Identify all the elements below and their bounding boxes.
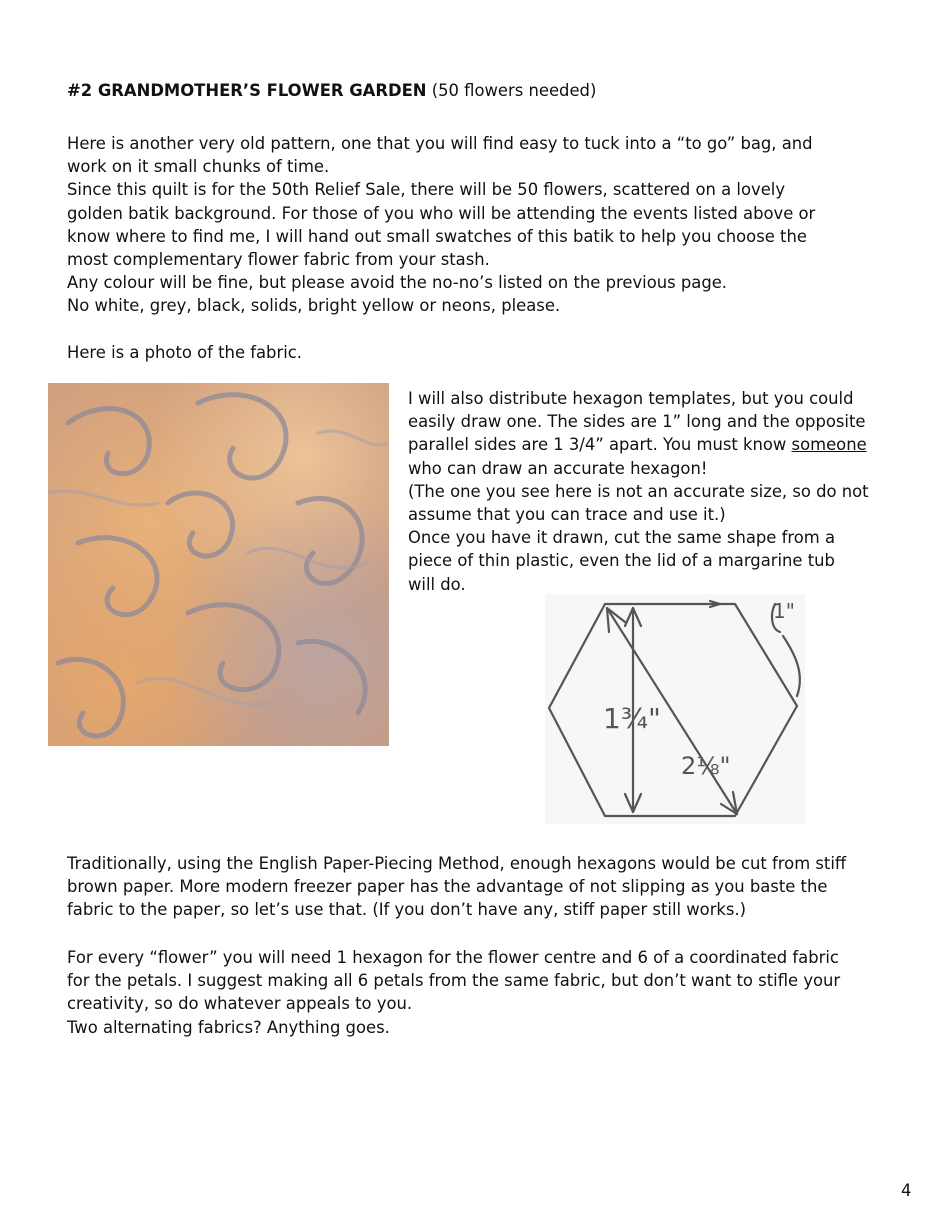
intro-paragraph (67, 132, 867, 318)
template-line: who can draw an accurate hexagon! (408, 458, 708, 478)
intro-line: golden batik background. For those of you who will be attending the events listed above or (67, 203, 816, 223)
template-line: will do. (408, 574, 466, 594)
flower-line: creativity, so do whatever appeals to you. (67, 994, 413, 1014)
flower-line: For every “flower” you will need 1 hexagon for the flower centre and 6 of a coordinated fabric (67, 948, 839, 967)
flower-line: for the petals. I suggest making all 6 petals from the same fabric, but don’t want to stifle your (67, 971, 841, 991)
intro-line: most complementary flower fabric from your stash. (67, 250, 490, 270)
paper-line: fabric to the paper, so let’s use that. (If you don’t have any, stiff paper still works.) (67, 900, 747, 920)
hexagon-diagram (545, 594, 805, 824)
underlined-word: someone (791, 435, 867, 455)
paper-line: Traditionally, using the English Paper-Piecing Method, enough hexagons would be cut from stiff (67, 854, 847, 873)
flower-line: Two alternating fabrics? Anything goes. (67, 1017, 390, 1037)
section-title (67, 79, 596, 102)
paper-line: brown paper. More modern freezer paper has the advantage of not slipping as you baste the (67, 877, 828, 897)
intro-line: Any colour will be fine, but please avoid the no-no’s listed on the previous page. (67, 273, 728, 293)
flower-paragraph (67, 946, 887, 1039)
template-line: easily draw one. The sides are 1” long and the opposite (408, 412, 866, 432)
intro-line: know where to find me, I will hand out small swatches of this batik to help you choose the (67, 226, 807, 246)
template-line: (The one you see here is not an accurate size, so do not (408, 481, 869, 501)
title-rest: (50 flowers needed) (426, 81, 597, 100)
template-instructions (408, 387, 888, 596)
intro-line: No white, grey, black, solids, bright yellow or neons, please. (67, 296, 561, 316)
intro-line: work on it small chunks of time. (67, 157, 330, 177)
photo-caption: Here is a photo of the fabric. (67, 343, 302, 362)
page-number: 4 (901, 1181, 912, 1200)
side-length-label: 1" (773, 599, 795, 623)
template-line-text: parallel sides are 1 3/4” apart. You must know (408, 435, 792, 455)
title-bold: #2 GRANDMOTHER’S FLOWER GARDEN (67, 81, 427, 100)
fabric-photo (48, 383, 389, 746)
intro-line: Here is another very old pattern, one that you will find easy to tuck into a “to go” bag, and (67, 134, 813, 153)
paper-piecing-paragraph (67, 852, 887, 922)
intro-line: Since this quilt is for the 50th Relief Sale, there will be 50 flowers, scattered on a lovely (67, 180, 786, 200)
template-line: Once you have it drawn, cut the same shape from a (408, 528, 835, 548)
template-line (408, 433, 888, 456)
height-label: 1¾" (603, 702, 661, 735)
template-line: assume that you can trace and use it.) (408, 505, 726, 525)
template-line: I will also distribute hexagon templates, but you could (408, 389, 854, 408)
diagonal-label: 2⅛" (681, 752, 731, 780)
template-line: piece of thin plastic, even the lid of a margarine tub (408, 551, 835, 571)
